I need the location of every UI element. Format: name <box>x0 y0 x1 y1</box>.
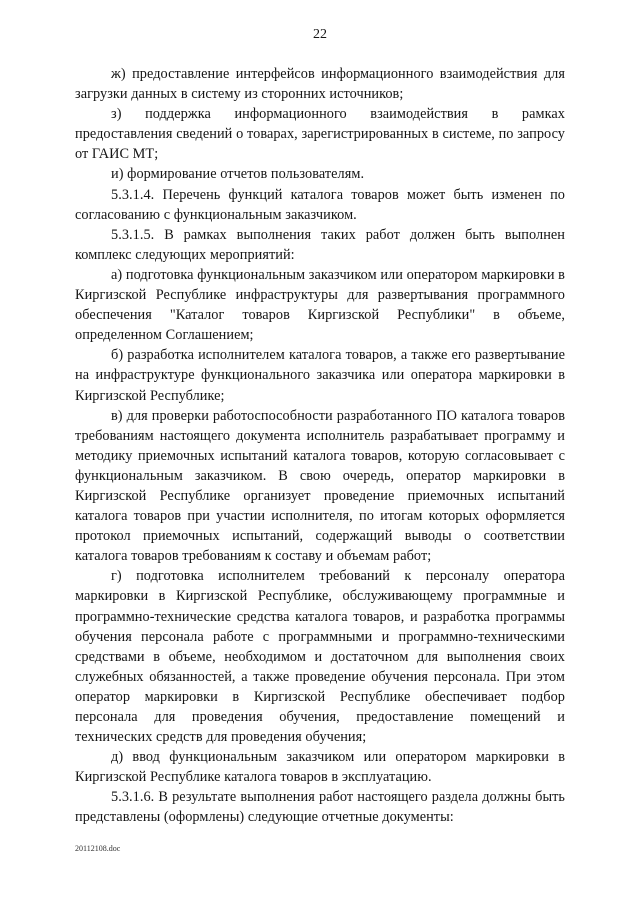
page-number: 22 <box>313 27 327 42</box>
list-item-v: в) для проверки работоспособности разработанного ПО каталога товаров требованиям настоящего документа исполнитель разрабатывает программу и методику приемочных испытаний каталога товаров, которую согласовывает с функциональным заказчиком. В свою очередь, оператор маркировки в Киргизской Республике организует проведение приемочных испытаний каталога товаров при участии исполнителя, по итогам которых оформляется протокол приемочных испытаний, содержащий выводы о соответствии каталога товаров требованиям к составу и объемам работ; <box>75 407 565 565</box>
clause-5-3-1-6: 5.3.1.6. В результате выполнения работ настоящего раздела должны быть представлены (оформлены) следующие отчетные документы: <box>75 789 565 826</box>
list-item-b: б) разработка исполнителем каталога товаров, а также его развертывание на инфраструктуре функционального заказчика или оператора маркировки в Киргизской Республике; <box>75 347 565 404</box>
list-item-a: а) подготовка функциональным заказчиком или оператором маркировки в Киргизской Республике инфраструктуры для развертывания программного обеспечения "Каталог товаров Киргизской Республики" в объеме, определенном Соглашением; <box>75 266 565 344</box>
list-item-z: з) поддержка информационного взаимодействия в рамках предоставления сведений о товарах, зарегистрированных в системе, по запросу от ГАИС МТ; <box>75 106 565 163</box>
list-item-zh: ж) предоставление интерфейсов информационного взаимодействия для загрузки данных в систему из сторонних источников; <box>75 66 565 103</box>
clause-5-3-1-4: 5.3.1.4. Перечень функций каталога товаров может быть изменен по согласованию с функциональным заказчиком. <box>75 186 565 223</box>
list-item-i: и) формирование отчетов пользователям. <box>111 166 365 183</box>
clause-5-3-1-5: 5.3.1.5. В рамках выполнения таких работ должен быть выполнен комплекс следующих мероприятий: <box>75 226 565 263</box>
list-item-d: д) ввод функциональным заказчиком или оператором маркировки в Киргизской Республике каталога товаров в эксплуатацию. <box>75 749 565 786</box>
file-name-footer: 20112108.doc <box>75 844 121 853</box>
list-item-g: г) подготовка исполнителем требований к персоналу оператора маркировки в Киргизской Республике, обслуживающему программные и программно-технические средства каталога товаров, и разработка программы обучения персонала работе с программными и программно-техническими средствами в объеме, необходимом и достаточном для выполнения своих служебных обязанностей, а также проведение обучения персонала. При этом оператор маркировки в Киргизской Республике обеспечивает подбор персонала для проведения обучения, предоставление помещений и технических средств для проведения обучения; <box>75 568 565 746</box>
document-body <box>75 64 565 828</box>
